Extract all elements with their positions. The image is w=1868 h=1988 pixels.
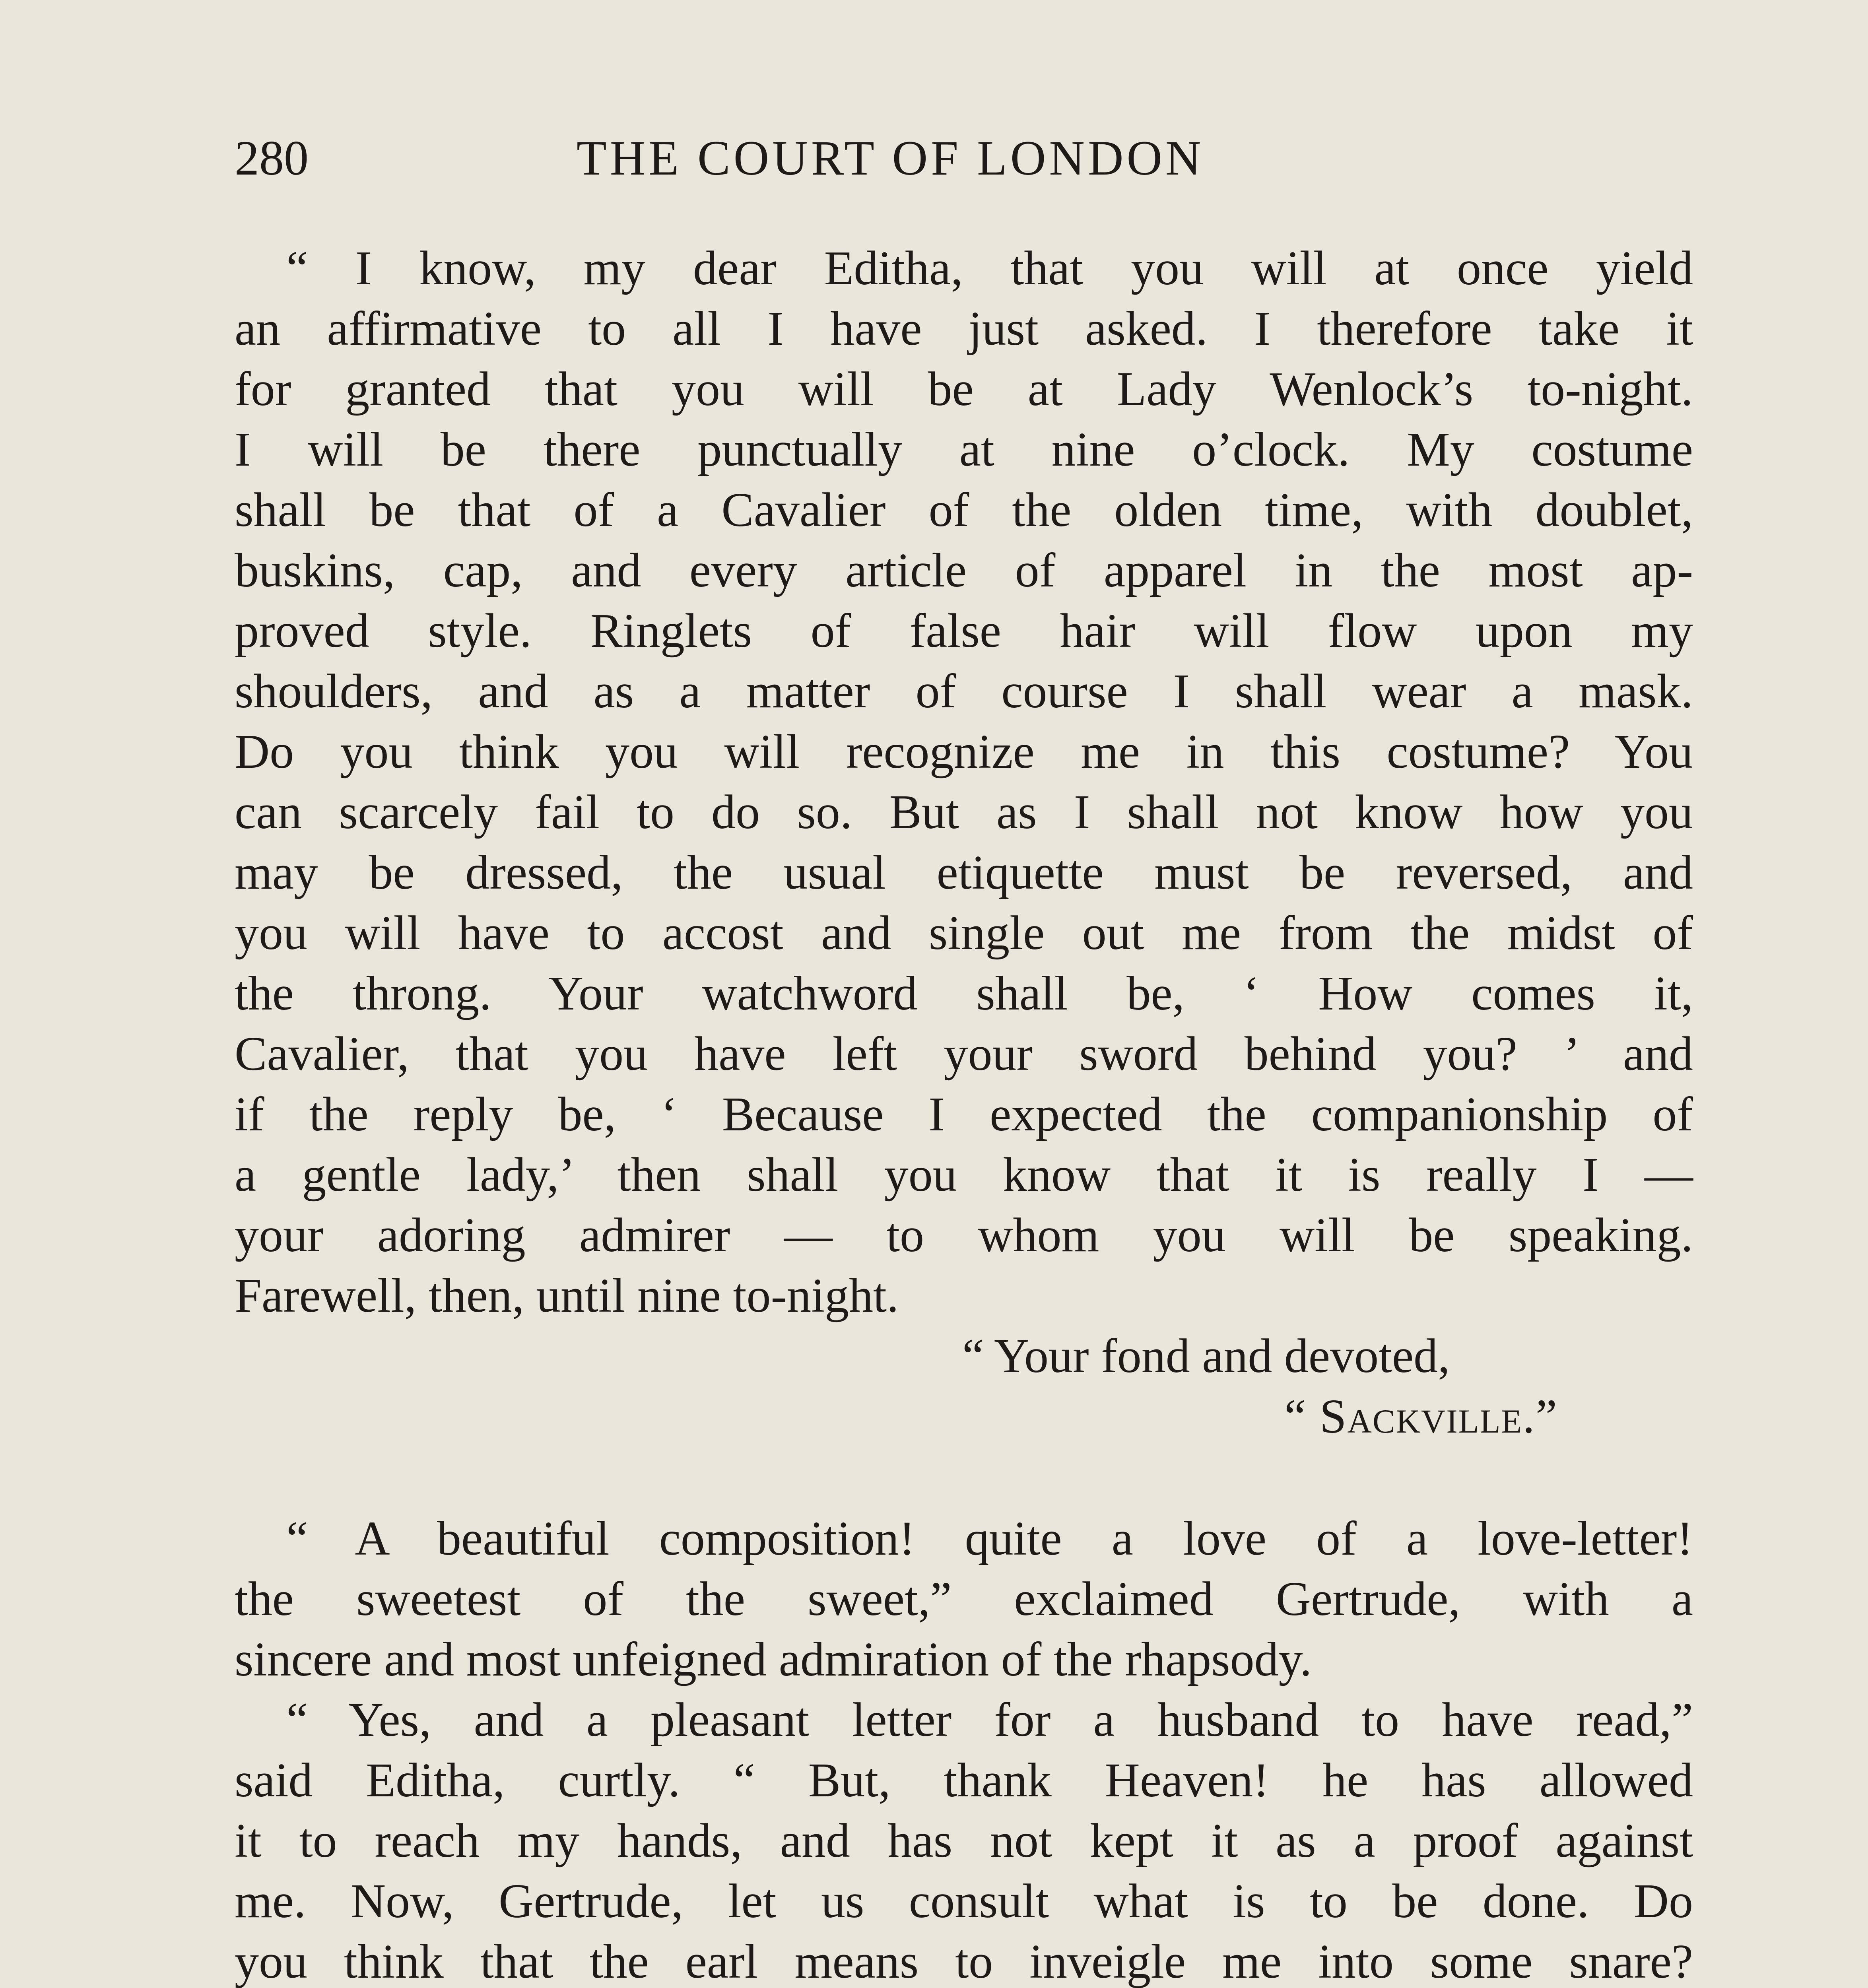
text-line: shoulders, and as a matter of course I shall wear a mask. — [235, 664, 1693, 718]
text-line: for granted that you will be at Lady Wenlock’s to-night. — [235, 362, 1693, 416]
text-line: you will have to accost and single out me from the midst of — [235, 906, 1693, 960]
text-line: a gentle lady,’ then shall you know that it is really I — — [235, 1148, 1693, 1202]
text-line: “ A beautiful composition! quite a love of a love-letter! — [286, 1512, 1693, 1565]
text-line: the sweetest of the sweet,” exclaimed Gertrude, with a — [235, 1572, 1693, 1626]
page-number: 280 — [235, 131, 309, 185]
text-line: said Editha, curtly. “ But, thank Heaven! he has allowed — [235, 1753, 1693, 1807]
text-line: can scarcely fail to do so. But as I shall not know how you — [235, 785, 1693, 839]
text-line: you think that the earl means to inveigle me into some snare? — [235, 1935, 1693, 1988]
text-line: I will be there punctually at nine o’clock. My costume — [235, 423, 1693, 476]
text-line: buskins, cap, and every article of apparel in the most ap- — [235, 544, 1693, 597]
text-line: it to reach my hands, and has not kept it as a proof against — [235, 1814, 1693, 1868]
text-line: may be dressed, the usual etiquette must be reversed, and — [235, 846, 1693, 899]
text-line: an affirmative to all I have just asked. I therefore take it — [235, 302, 1693, 355]
text-line: proved style. Ringlets of false hair will flow upon my — [235, 604, 1693, 658]
text-line: sincere and most unfeigned admiration of the rhapsody. — [235, 1633, 1312, 1686]
letter-valediction: “ Your fond and devoted, — [962, 1329, 1450, 1383]
text-line: Farewell, then, until nine to-night. — [235, 1269, 899, 1322]
text-line: “ I know, my dear Editha, that you will at once yield — [286, 241, 1693, 295]
text-line: Do you think you will recognize me in this costume? You — [235, 725, 1693, 779]
text-line: Cavalier, that you have left your sword behind you? ’ and — [235, 1027, 1693, 1081]
letter-signature: “ Sackville.” — [1284, 1390, 1558, 1443]
text-line: your adoring admirer — to whom you will be speaking. — [235, 1208, 1693, 1262]
text-line: “ Yes, and a pleasant letter for a husband to have read,” — [286, 1693, 1693, 1747]
text-line: the throng. Your watchword shall be, ‘ How comes it, — [235, 967, 1693, 1020]
running-title: THE COURT OF LONDON — [577, 131, 1204, 185]
text-line: shall be that of a Cavalier of the olden time, with doublet, — [235, 483, 1693, 537]
text-line: me. Now, Gertrude, let us consult what is to be done. Do — [235, 1874, 1693, 1928]
text-line: if the reply be, ‘ Because I expected the companionship of — [235, 1087, 1693, 1141]
